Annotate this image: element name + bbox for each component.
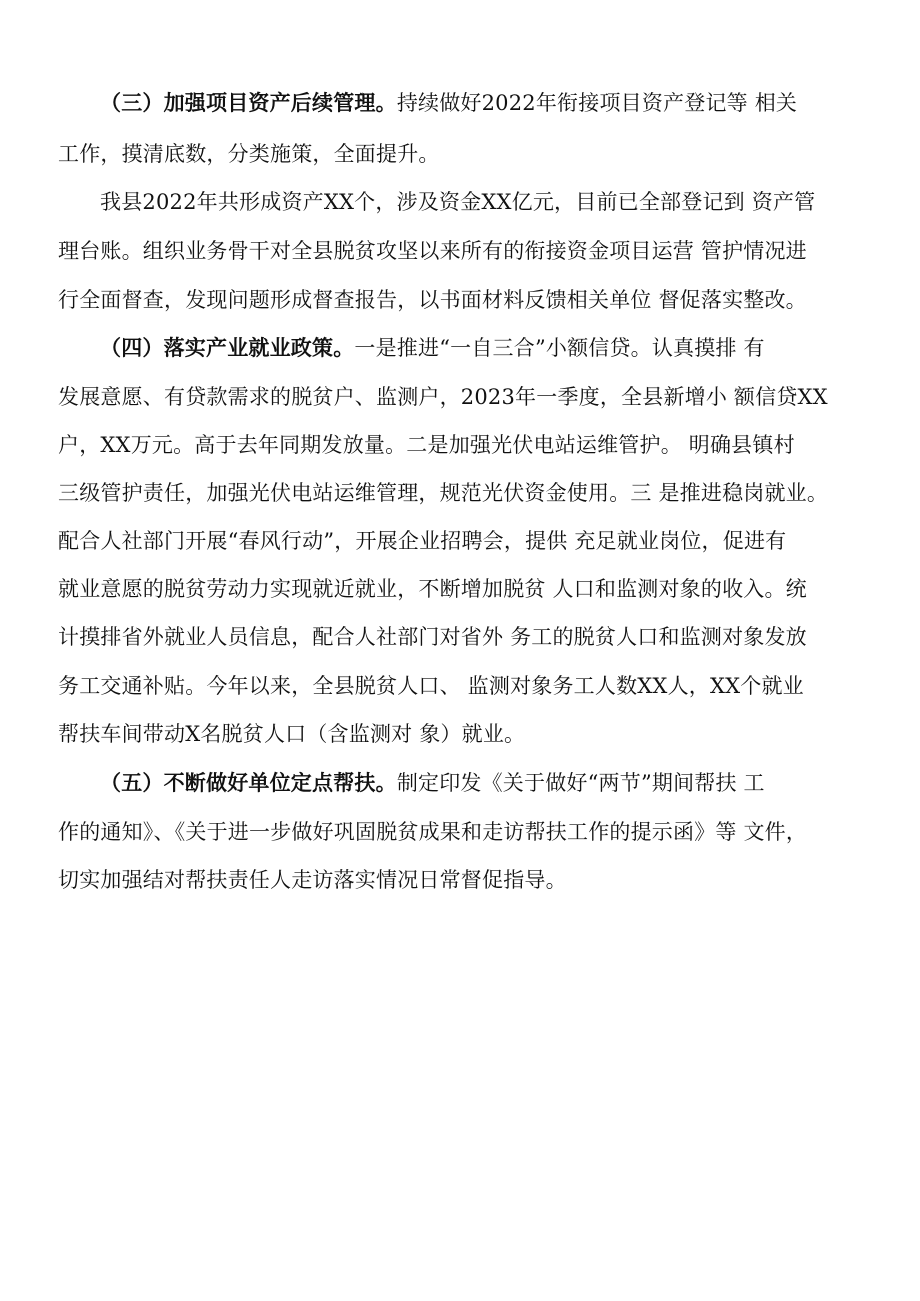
para-2-line-3: 行全面督查，发现问题形成督查报告，以书面材料反馈相关单位 督促落实整改。	[58, 288, 807, 312]
section-3-heading: （三）加强项目资产后续管理。	[100, 91, 397, 115]
section-4-line-4: 三级管护责任，加强光伏电站运维管理，规范光伏资金使用。三 是推进稳岗就业。	[58, 481, 829, 505]
section-3-text: 持续做好2022年衔接项目资产登记等 相关	[396, 91, 798, 115]
section-3-line-2: 工作，摸清底数，分类施策，全面提升。	[58, 142, 440, 166]
section-4-line-5: 配合人社部门开展“春风行动”，开展企业招聘会，提供 充足就业岗位，促进有	[58, 529, 787, 553]
section-4-heading: （四）落实产业就业政策。	[100, 336, 355, 360]
section-5-heading: （五）不断做好单位定点帮扶。	[100, 771, 397, 795]
section-4-line-3: 户，XX万元。高于去年同期发放量。二是加强光伏电站运维管护。 明确县镇村	[58, 433, 795, 457]
section-4-line-7: 计摸排省外就业人员信息，配合人社部门对省外 务工的脱贫人口和监测对象发放	[58, 625, 807, 649]
section-4-line-6: 就业意愿的脱贫劳动力实现就近就业，不断增加脱贫 人口和监测对象的收入。统	[58, 577, 807, 601]
section-4-line-2: 发展意愿、有贷款需求的脱贫户、监测户，2023年一季度，全县新增小 额信贷XX	[58, 385, 828, 409]
para-2-line-2: 理台账。组织业务骨干对全县脱贫攻坚以来所有的衔接资金项目运营 管护情况进	[58, 239, 807, 263]
section-4-line-1	[100, 333, 868, 363]
section-4-line-8: 务工交通补贴。今年以来，全县脱贫人口、 监测对象务工人数XX人，XX个就业	[58, 674, 804, 698]
section-5-line-1	[100, 768, 868, 798]
section-3-line-1	[100, 88, 868, 118]
section-5-line-3: 切实加强结对帮扶责任人走访落实情况日常督促指导。	[58, 868, 567, 892]
section-5-text: 制定印发《关于做好“两节”期间帮扶 工	[396, 771, 765, 795]
section-5-line-2: 作的通知》、《关于进一步做好巩固脱贫成果和走访帮扶工作的提示函》等 文件，	[58, 820, 808, 844]
para-2-line-1: 我县2022年共形成资产XX个，涉及资金XX亿元，目前已全部登记到 资产管	[100, 190, 816, 214]
section-4-line-9: 帮扶车间带动X名脱贫人口（含监测对 象）就业。	[58, 722, 526, 746]
section-4-text: 一是推进“一自三合”小额信贷。认真摸排 有	[354, 336, 765, 360]
